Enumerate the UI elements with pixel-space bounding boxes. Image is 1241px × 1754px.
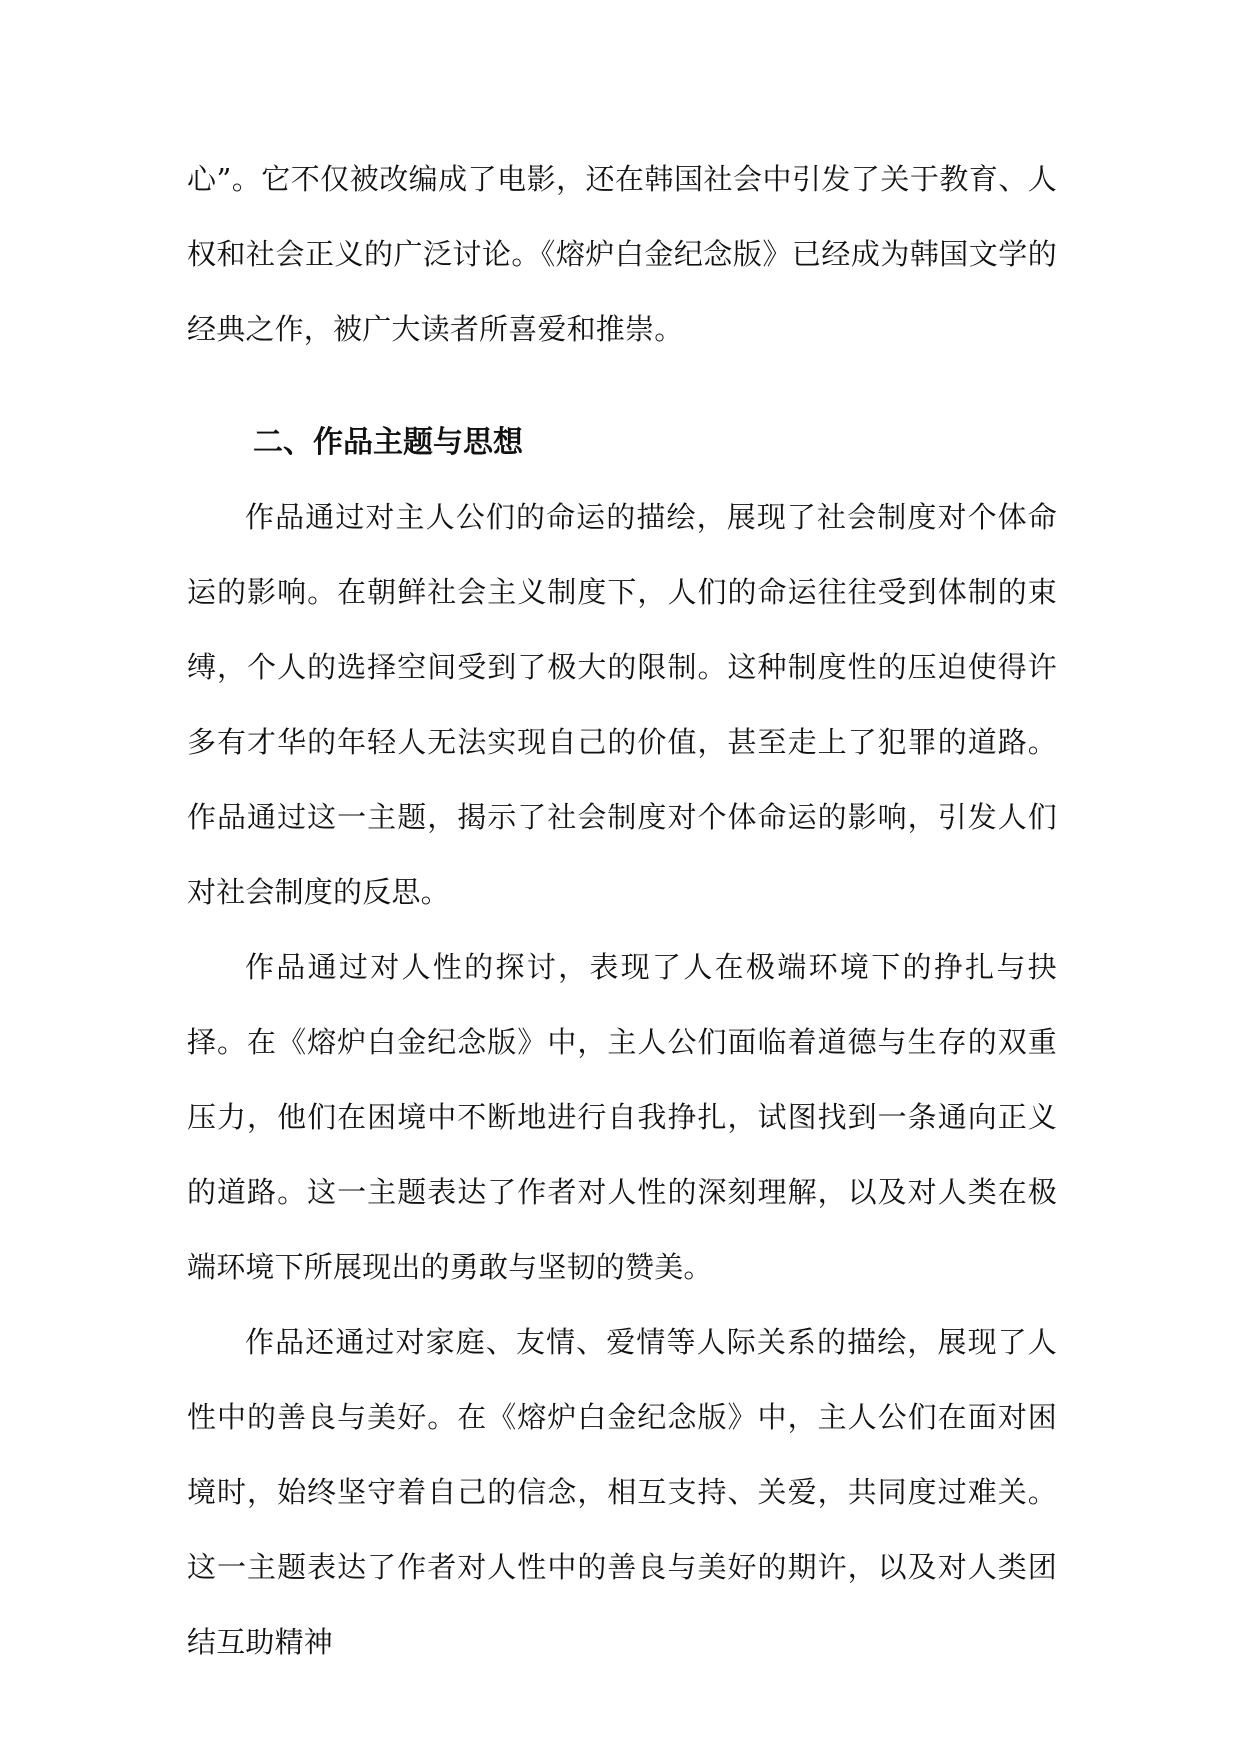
paragraph-human-nature: 作品通过对人性的探讨，表现了人在极端环境下的挣扎与抉择。在《熔炉白金纪念版》中，主人公们面临着道德与生存的双重压力，他们在困境中不断地进行自我挣扎，试图找到一条通向正义的道路。这一主题表达了作者对人性的深刻理解，以及对人类在极端环境下所展现出的勇敢与坚韧的赞美。: [187, 950, 1057, 1284]
paragraph-social-system: 作品通过对主人公们的命运的描绘，展现了社会制度对个体命运的影响。在朝鲜社会主义制度下，人们的命运往往受到体制的束缚，个人的选择空间受到了极大的限制。这种制度性的压迫使得许多有才华的年轻人无法实现自己的价值，甚至走上了犯罪的道路。作品通过这一主题，揭示了社会制度对个体命运的影响，引发人们对社会制度的反思。: [187, 500, 1057, 909]
section-heading: 二、作品主题与思想: [253, 425, 523, 460]
paragraph-relationships: 作品还通过对家庭、友情、爱情等人际关系的描绘，展现了人性中的善良与美好。在《熔炉白金纪念版》中，主人公们在面对困境时，始终坚守着自己的信念，相互支持、关爱，共同度过难关。这一主题表达了作者对人性中的善良与美好的期许，以及对人类团结互助精神: [187, 1325, 1057, 1659]
paragraph-continued: 心”。它不仅被改编成了电影，还在韩国社会中引发了关于教育、人权和社会正义的广泛讨论。《熔炉白金纪念版》已经成为韩国文学的经典之作，被广大读者所喜爱和推崇。: [187, 162, 1057, 346]
document-body: [187, 142, 1057, 1680]
